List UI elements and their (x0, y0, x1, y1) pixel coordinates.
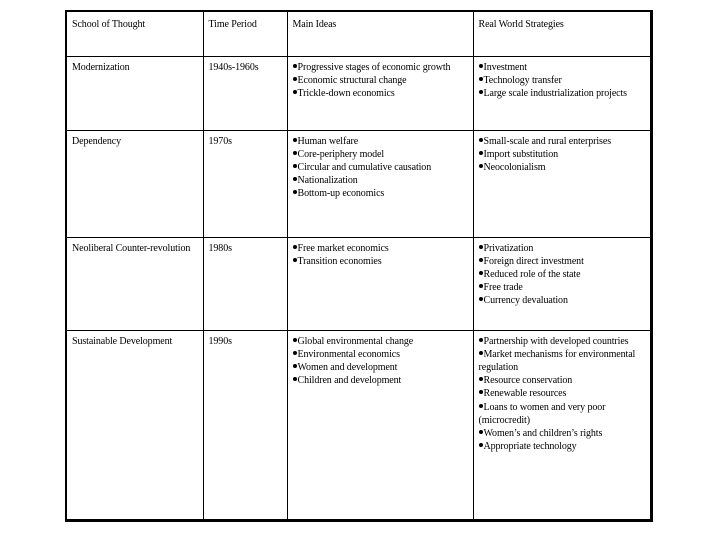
bullet-icon (479, 390, 483, 394)
list-item-text: Nationalization (297, 175, 358, 187)
list-item-text: Foreign direct investment (483, 255, 584, 267)
period-cell: 1980s (203, 237, 287, 330)
list-item-text: Free trade (483, 282, 523, 294)
bullet-icon (293, 164, 297, 168)
bullet-icon (479, 430, 483, 434)
development-theories-table (65, 10, 653, 522)
list-item (293, 361, 468, 374)
strategies-cell (473, 330, 650, 519)
school-cell: Dependency (67, 130, 203, 237)
list-item-text: Large scale industrialization projects (483, 87, 627, 99)
list-item (293, 242, 468, 255)
ideas-cell (287, 237, 473, 330)
list-item-text: Trickle-down economics (297, 87, 395, 99)
header-school-of-thought: School of Thought (67, 12, 203, 56)
list-item (479, 387, 646, 400)
ideas-cell (287, 330, 473, 519)
header-real-world-strategies: Real World Strategies (473, 12, 650, 56)
list-item-text: Reduced role of the state (483, 268, 581, 280)
list-item (479, 374, 646, 387)
bullet-list (479, 61, 646, 101)
school-cell: Sustainable Development (67, 330, 203, 519)
strategies-cell (473, 56, 650, 130)
list-item-text: Import substitution (483, 148, 558, 160)
list-item-text: Economic structural change (297, 74, 407, 86)
bullet-icon (479, 443, 483, 447)
list-item (479, 255, 646, 268)
table-row (67, 237, 650, 330)
bullet-icon (479, 338, 483, 342)
bullet-icon (293, 177, 297, 181)
strategies-cell (473, 237, 650, 330)
list-item-text: Circular and cumulative causation (297, 161, 432, 173)
list-item-text: Small-scale and rural enterprises (483, 135, 611, 147)
bullet-icon (479, 77, 483, 81)
list-item (293, 335, 468, 348)
bullet-icon (479, 271, 483, 275)
list-item (479, 87, 646, 100)
bullet-icon (479, 151, 483, 155)
bullet-icon (479, 64, 483, 68)
bullet-icon (479, 90, 483, 94)
list-item (293, 74, 468, 87)
bullet-list (479, 335, 646, 454)
list-item-text: Human welfare (297, 135, 359, 147)
bullet-list (479, 135, 646, 175)
bullet-icon (479, 258, 483, 262)
list-item (479, 335, 646, 348)
school-cell: Neoliberal Counter-revolution (67, 237, 203, 330)
list-item-text: Investment (483, 61, 527, 73)
list-item-text: Appropriate technology (483, 441, 577, 453)
list-item-text: Resource conservation (483, 375, 573, 387)
period-cell: 1990s (203, 330, 287, 519)
list-item-text: Environmental economics (297, 348, 400, 360)
list-item-text: Technology transfer (483, 74, 562, 86)
bullet-icon (293, 258, 297, 262)
list-item (479, 61, 646, 74)
bullet-icon (293, 338, 297, 342)
bullet-icon (293, 190, 297, 194)
bullet-icon (293, 377, 297, 381)
list-item-text: Progressive stages of economic growth (297, 61, 451, 73)
list-item-text: Core-periphery model (297, 148, 385, 160)
bullet-icon (293, 64, 297, 68)
list-item (479, 294, 646, 307)
list-item-text: Transition economies (297, 255, 382, 267)
list-item-text: Partnership with developed countries (483, 335, 629, 347)
bullet-icon (293, 77, 297, 81)
list-item (293, 374, 468, 387)
list-item (293, 187, 468, 200)
table-row (67, 56, 650, 130)
list-item-text: Loans to women and very poor (microcredit) (478, 401, 606, 426)
list-item-text: Women and development (297, 361, 398, 373)
strategies-cell (473, 130, 650, 237)
list-item (479, 74, 646, 87)
bullet-icon (293, 90, 297, 94)
ideas-cell (287, 56, 473, 130)
table-row (67, 330, 650, 519)
bullet-icon (479, 164, 483, 168)
list-item (479, 268, 646, 281)
list-item-text: Neocolonialism (483, 161, 546, 173)
ideas-cell (287, 130, 473, 237)
list-item (479, 135, 646, 148)
list-item (293, 174, 468, 187)
list-item (479, 440, 646, 453)
table-grid (67, 12, 650, 519)
list-item (479, 281, 646, 294)
list-item (293, 87, 468, 100)
list-item (293, 161, 468, 174)
school-cell: Modernization (67, 56, 203, 130)
table-row (67, 130, 650, 237)
bullet-icon (293, 364, 297, 368)
list-item (293, 148, 468, 161)
bullet-icon (479, 297, 483, 301)
list-item-text: Children and development (297, 375, 402, 387)
bullet-icon (479, 404, 483, 408)
list-item-text: Women’s and children’s rights (483, 427, 603, 439)
list-item (479, 148, 646, 161)
bullet-icon (293, 138, 297, 142)
list-item (479, 401, 646, 427)
bullet-icon (293, 351, 297, 355)
period-cell: 1970s (203, 130, 287, 237)
list-item-text: Global environmental change (297, 335, 414, 347)
header-main-ideas: Main Ideas (287, 12, 473, 56)
list-item (293, 348, 468, 361)
list-item-text: Currency devaluation (483, 295, 568, 307)
period-cell: 1940s-1960s (203, 56, 287, 130)
bullet-icon (293, 245, 297, 249)
bullet-list (293, 242, 468, 268)
bullet-icon (479, 245, 483, 249)
bullet-icon (479, 351, 483, 355)
bullet-icon (479, 138, 483, 142)
header-row (67, 12, 650, 56)
list-item (479, 242, 646, 255)
header-time-period: Time Period (203, 12, 287, 56)
bullet-list (293, 335, 468, 388)
list-item (293, 255, 468, 268)
bullet-list (293, 61, 468, 101)
list-item (479, 348, 646, 374)
list-item-text: Free market economics (297, 242, 389, 254)
bullet-list (293, 135, 468, 201)
bullet-icon (479, 284, 483, 288)
list-item (479, 427, 646, 440)
list-item (479, 161, 646, 174)
list-item-text: Bottom-up economics (297, 188, 385, 200)
bullet-icon (293, 151, 297, 155)
bullet-icon (479, 377, 483, 381)
bullet-list (479, 242, 646, 308)
list-item-text: Market mechanisms for environmental regulation (478, 348, 636, 373)
list-item-text: Renewable resources (483, 388, 567, 400)
list-item (293, 135, 468, 148)
list-item-text: Privatization (483, 242, 534, 254)
list-item (293, 61, 468, 74)
